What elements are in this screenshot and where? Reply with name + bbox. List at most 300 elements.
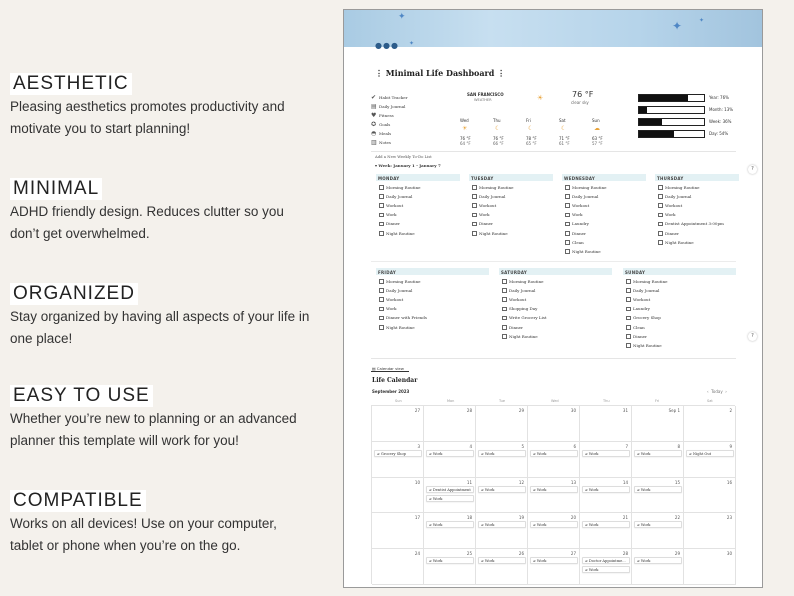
event-label: Work xyxy=(640,523,651,528)
calendar-event[interactable] xyxy=(582,557,630,564)
task-label: Daily Journal xyxy=(509,287,536,293)
feature-text: Pleasing aesthetics promotes productivity and motivate you to start planning! xyxy=(10,99,285,136)
calendar-day[interactable] xyxy=(372,406,424,442)
nav-item[interactable]: Daily Journal xyxy=(379,104,406,109)
progress-fill xyxy=(639,119,662,125)
task-label: Dinner xyxy=(665,230,679,236)
day-header: MONDAY xyxy=(376,174,460,181)
weather-icon: ☁ xyxy=(594,125,600,132)
task-label: Grocery Shop xyxy=(633,315,661,321)
event-icon: ▰ xyxy=(689,451,693,456)
task-label: Clean xyxy=(633,324,645,330)
calendar-month: September 2023 xyxy=(372,389,410,394)
calendar-day[interactable] xyxy=(476,513,528,549)
nav-item[interactable]: Habit Tracker xyxy=(379,95,408,100)
task-checkbox[interactable] xyxy=(502,316,507,321)
calendar-day[interactable] xyxy=(424,406,476,442)
event-label: Work xyxy=(536,451,547,456)
task-checkbox[interactable] xyxy=(658,194,663,199)
day-number: 10 xyxy=(414,479,420,485)
task-label: Workout xyxy=(479,202,497,208)
task-checkbox[interactable] xyxy=(658,240,663,245)
weekday-label: Mon xyxy=(447,399,455,403)
feature-block xyxy=(10,385,310,452)
day-number: 16 xyxy=(726,479,732,485)
feature-block xyxy=(10,283,310,350)
forecast-day: Thu xyxy=(493,118,501,123)
weather-icon: ☾ xyxy=(495,125,501,132)
calendar-event[interactable] xyxy=(582,450,630,457)
day-number: 9 xyxy=(729,443,732,449)
weekday-label: Thu xyxy=(603,399,610,403)
calendar-event[interactable] xyxy=(530,450,578,457)
calendar-day[interactable] xyxy=(424,549,476,585)
task-label: Morning Routine xyxy=(509,278,544,284)
task-checkbox[interactable] xyxy=(565,185,570,190)
current-condition: clear sky xyxy=(571,100,589,105)
task-checkbox[interactable] xyxy=(472,213,477,218)
forecast-high: 71 °F xyxy=(559,136,570,141)
task-label: Dinner xyxy=(633,333,647,339)
task-checkbox[interactable] xyxy=(565,240,570,245)
event-icon: ▰ xyxy=(533,487,537,492)
day-header: WEDNESDAY xyxy=(562,174,646,181)
task-label: Morning Routine xyxy=(386,278,421,284)
task-label: Workout xyxy=(509,296,527,302)
task-label: Dentist Appointment 3:00pm xyxy=(665,221,724,227)
calendar-day[interactable] xyxy=(632,442,684,478)
task-checkbox[interactable] xyxy=(379,307,384,312)
calendar-day[interactable] xyxy=(528,478,580,514)
day-number: 6 xyxy=(573,443,576,449)
day-number: 7 xyxy=(625,443,628,449)
sparkle-icon: ✦ xyxy=(409,40,415,47)
divider xyxy=(371,261,736,262)
calendar-event[interactable] xyxy=(478,557,526,564)
day-number: 27 xyxy=(414,408,420,413)
calendar-day[interactable] xyxy=(580,549,632,585)
task-checkbox[interactable] xyxy=(658,222,663,227)
event-label: Work xyxy=(432,496,443,501)
task-checkbox[interactable] xyxy=(472,222,477,227)
calendar-event[interactable] xyxy=(478,486,526,493)
task-checkbox[interactable] xyxy=(502,288,507,293)
calendar-day[interactable] xyxy=(632,478,684,514)
calendar-event[interactable] xyxy=(426,495,474,502)
forecast-day: Wed xyxy=(460,118,469,123)
feature-block xyxy=(10,73,310,140)
feature-block xyxy=(10,490,310,557)
task-label: Laundry xyxy=(633,306,650,312)
task-checkbox[interactable] xyxy=(379,203,384,208)
task-checkbox[interactable] xyxy=(379,213,384,218)
task-label: Work xyxy=(665,212,676,218)
forecast-day: Fri xyxy=(526,118,531,123)
task-checkbox[interactable] xyxy=(658,231,663,236)
task-label: Workout xyxy=(386,296,404,302)
day-header: THURSDAY xyxy=(655,174,739,181)
task-checkbox[interactable] xyxy=(472,194,477,199)
event-label: Work xyxy=(640,451,651,456)
calendar-title: Life Calendar xyxy=(372,377,418,384)
day-number: 19 xyxy=(518,515,524,521)
task-label: Night Routine xyxy=(665,239,694,245)
day-number: 23 xyxy=(726,515,732,521)
sparkle-icon: ✦ xyxy=(699,17,705,24)
day-number: 15 xyxy=(674,479,680,485)
day-number: 22 xyxy=(674,515,680,521)
calendar-event[interactable] xyxy=(374,450,422,457)
calendar-day[interactable] xyxy=(684,478,736,514)
fitness-icon: ♥ xyxy=(371,112,377,119)
event-label: Work xyxy=(640,559,651,564)
calendar-day[interactable] xyxy=(632,513,684,549)
task-checkbox[interactable] xyxy=(379,297,384,302)
calendar-event[interactable] xyxy=(634,521,682,528)
feature-text: Whether you’re new to planning or an advanced planner this template will work for you! xyxy=(10,411,297,448)
event-icon: ▰ xyxy=(429,523,433,528)
nav-item[interactable]: Fitness xyxy=(379,113,394,118)
task-checkbox[interactable] xyxy=(472,185,477,190)
task-checkbox[interactable] xyxy=(565,249,570,254)
next-icon[interactable]: › xyxy=(725,389,727,394)
task-checkbox[interactable] xyxy=(379,279,384,284)
task-checkbox[interactable] xyxy=(626,325,631,330)
event-icon: ▰ xyxy=(585,559,589,564)
calendar-event[interactable] xyxy=(530,521,578,528)
task-label: Night Routine xyxy=(386,324,415,330)
task-checkbox[interactable] xyxy=(565,194,570,199)
feature-title: EASY TO USE xyxy=(10,385,153,407)
page-title: ⋮ Minimal Life Dashboard ⋮ xyxy=(375,68,506,78)
forecast-low: 65 °F xyxy=(526,141,537,146)
calendar-event[interactable] xyxy=(634,486,682,493)
task-label: Morning Routine xyxy=(665,184,700,190)
task-checkbox[interactable] xyxy=(565,231,570,236)
tab-underline xyxy=(371,371,409,372)
day-number: 2 xyxy=(729,408,732,413)
calendar-event[interactable] xyxy=(634,557,682,564)
calendar-day[interactable] xyxy=(528,442,580,478)
calendar-day[interactable] xyxy=(580,442,632,478)
task-checkbox[interactable] xyxy=(502,297,507,302)
journal-icon: ▤ xyxy=(371,103,377,110)
progress-bar xyxy=(638,106,705,114)
task-label: Night Routine xyxy=(509,333,538,339)
task-checkbox[interactable] xyxy=(379,185,384,190)
event-icon: ▰ xyxy=(481,523,485,528)
calendar-event[interactable] xyxy=(634,450,682,457)
weather-icon: ☀ xyxy=(462,125,468,132)
task-label: Write Grocery List xyxy=(509,315,547,321)
feature-title: AESTHETIC xyxy=(10,73,132,95)
forecast-high: 76 °F xyxy=(493,136,504,141)
calendar-event[interactable] xyxy=(426,557,474,564)
task-label: Dinner xyxy=(572,230,586,236)
task-checkbox[interactable] xyxy=(379,222,384,227)
event-label: Work xyxy=(432,559,443,564)
calendar-day[interactable] xyxy=(424,478,476,514)
task-label: Morning Routine xyxy=(479,184,514,190)
sparkle-icon: ✦ xyxy=(398,12,406,22)
calendar-event[interactable] xyxy=(426,450,474,457)
meals-icon: ◓ xyxy=(371,130,377,137)
event-icon: ▰ xyxy=(377,451,381,456)
task-label: Night Routine xyxy=(633,342,662,348)
week-toggle[interactable]: ▾ Week: January 1 - January 7 xyxy=(375,163,441,168)
forecast-high: 63 °F xyxy=(592,136,603,141)
task-label: Laundry xyxy=(572,221,589,227)
calendar-day[interactable] xyxy=(372,442,424,478)
event-icon: ▰ xyxy=(429,451,433,456)
task-checkbox[interactable] xyxy=(379,288,384,293)
day-number: 12 xyxy=(518,479,524,485)
task-label: Daily Journal xyxy=(665,193,692,199)
weather-label: WEATHER xyxy=(474,98,492,102)
forecast-high: 76 °F xyxy=(460,136,471,141)
weekday-label: Sat xyxy=(707,399,713,403)
task-label: Workout xyxy=(633,296,651,302)
day-number: 29 xyxy=(674,551,680,557)
task-label: Shopping Day xyxy=(509,306,538,312)
event-label: Work xyxy=(484,487,495,492)
task-checkbox[interactable] xyxy=(502,279,507,284)
task-checkbox[interactable] xyxy=(658,185,663,190)
day-number: 28 xyxy=(622,551,628,557)
progress-bar xyxy=(638,118,705,126)
nav-item[interactable]: Meals xyxy=(379,131,392,136)
nav-item[interactable]: Goals xyxy=(379,122,391,127)
weekday-label: Sun xyxy=(395,399,402,403)
task-checkbox[interactable] xyxy=(502,334,507,339)
task-checkbox[interactable] xyxy=(472,203,477,208)
day-number: 18 xyxy=(466,515,472,521)
weather-icon: ☾ xyxy=(561,125,567,132)
task-checkbox[interactable] xyxy=(626,316,631,321)
day-number: 30 xyxy=(726,551,732,557)
progress-label: Year: 76% xyxy=(709,95,729,100)
calendar-day[interactable] xyxy=(684,513,736,549)
task-checkbox[interactable] xyxy=(626,343,631,348)
day-number: 26 xyxy=(518,551,524,557)
calendar-day[interactable] xyxy=(476,478,528,514)
event-icon: ▰ xyxy=(533,451,537,456)
event-label: Work xyxy=(536,487,547,492)
task-checkbox[interactable] xyxy=(626,297,631,302)
forecast-day: Sat xyxy=(559,118,566,123)
event-label: Grocery Shop xyxy=(380,451,406,456)
calendar-day[interactable] xyxy=(528,549,580,585)
calendar-day[interactable] xyxy=(580,513,632,549)
task-label: Daily Journal xyxy=(479,193,506,199)
event-icon: ▰ xyxy=(585,568,589,573)
event-label: Work xyxy=(484,451,495,456)
calendar-event[interactable] xyxy=(426,521,474,528)
feature-text: Works on all devices! Use on your computer, tablet or phone when you’re on the go. xyxy=(10,516,277,553)
progress-label: Day: 54% xyxy=(709,131,729,136)
calendar-day[interactable] xyxy=(528,513,580,549)
calendar-day[interactable] xyxy=(632,549,684,585)
progress-bar xyxy=(638,130,705,138)
event-icon: ▰ xyxy=(585,487,589,492)
event-icon: ▰ xyxy=(481,451,485,456)
task-checkbox[interactable] xyxy=(658,213,663,218)
task-checkbox[interactable] xyxy=(379,194,384,199)
feature-text: Stay organized by having all aspects of your life in one place! xyxy=(10,309,310,346)
calendar-day[interactable] xyxy=(424,442,476,478)
task-checkbox[interactable] xyxy=(658,203,663,208)
task-checkbox[interactable] xyxy=(626,279,631,284)
calendar-day[interactable] xyxy=(580,406,632,442)
day-number: 20 xyxy=(570,515,576,521)
prev-icon[interactable]: ‹ xyxy=(707,389,709,394)
task-checkbox[interactable] xyxy=(379,325,384,330)
calendar-day[interactable] xyxy=(632,406,684,442)
event-icon: ▰ xyxy=(481,559,485,564)
task-label: Daily Journal xyxy=(633,287,660,293)
task-checkbox[interactable] xyxy=(565,213,570,218)
calendar-event[interactable] xyxy=(582,486,630,493)
day-number: 31 xyxy=(622,408,628,413)
weather-city: SAN FRANCISCO xyxy=(467,92,504,97)
day-number: 8 xyxy=(677,443,680,449)
day-number: 29 xyxy=(518,408,524,413)
event-label: Work xyxy=(432,451,443,456)
calendar-event[interactable] xyxy=(426,486,474,493)
calendar-view-tab[interactable]: ▤ Calendar view xyxy=(372,366,404,371)
task-checkbox[interactable] xyxy=(565,222,570,227)
event-icon: ▰ xyxy=(585,451,589,456)
forecast-low: 61 °F xyxy=(559,141,570,146)
sun-icon: ☀ xyxy=(537,94,544,102)
calendar-day[interactable] xyxy=(684,549,736,585)
event-label: Work xyxy=(484,559,495,564)
add-todo-link[interactable]: Add a New Weekly To-Do List xyxy=(375,154,432,159)
task-checkbox[interactable] xyxy=(502,307,507,312)
task-checkbox[interactable] xyxy=(626,288,631,293)
event-label: Doctor Appointme... xyxy=(588,559,626,564)
today-button[interactable]: Today xyxy=(711,389,723,394)
calendar-day[interactable] xyxy=(424,513,476,549)
day-number: Sep 1 xyxy=(668,408,680,413)
task-checkbox[interactable] xyxy=(472,231,477,236)
event-icon: ▰ xyxy=(429,496,433,501)
calendar-event[interactable] xyxy=(582,521,630,528)
feature-block xyxy=(10,178,310,245)
event-label: Dentist Appointment xyxy=(432,487,471,492)
task-checkbox[interactable] xyxy=(626,307,631,312)
goals-icon: ✪ xyxy=(371,121,377,128)
calendar-day[interactable] xyxy=(372,549,424,585)
calendar-event[interactable] xyxy=(478,450,526,457)
calendar-day[interactable] xyxy=(372,513,424,549)
feature-title: MINIMAL xyxy=(10,178,102,200)
day-header: SUNDAY xyxy=(623,268,736,275)
notion-dashboard-window xyxy=(343,9,763,588)
calendar-event[interactable] xyxy=(582,566,630,573)
calendar-day[interactable] xyxy=(684,406,736,442)
task-label: Daily Journal xyxy=(386,287,413,293)
task-label: Work xyxy=(386,306,397,312)
task-checkbox[interactable] xyxy=(502,325,507,330)
current-temp: 76 °F xyxy=(572,90,594,99)
event-label: Work xyxy=(536,523,547,528)
task-label: Morning Routine xyxy=(386,184,421,190)
day-header: FRIDAY xyxy=(376,268,489,275)
progress-fill xyxy=(639,95,688,101)
help-icon[interactable]: ? xyxy=(748,165,757,174)
calendar-day[interactable] xyxy=(476,549,528,585)
task-label: Dinner xyxy=(386,221,400,227)
forecast-low: 64 °F xyxy=(460,141,471,146)
day-number: 30 xyxy=(570,408,576,413)
calendar-day[interactable] xyxy=(684,442,736,478)
calendar-day[interactable] xyxy=(476,442,528,478)
day-number: 4 xyxy=(469,443,472,449)
progress-fill xyxy=(639,107,647,113)
progress-bar xyxy=(638,94,705,102)
event-icon: ▰ xyxy=(429,559,433,564)
calendar-event[interactable] xyxy=(530,486,578,493)
calendar-event[interactable] xyxy=(530,557,578,564)
progress-label: Month: 13% xyxy=(709,107,734,112)
task-checkbox[interactable] xyxy=(626,334,631,339)
forecast-low: 66 °F xyxy=(493,141,504,146)
calendar-day[interactable] xyxy=(580,478,632,514)
task-checkbox[interactable] xyxy=(379,231,384,236)
event-label: Work xyxy=(588,523,599,528)
day-number: 5 xyxy=(521,443,524,449)
weekday-label: Fri xyxy=(655,399,660,403)
calendar-day[interactable] xyxy=(476,406,528,442)
calendar-nav[interactable] xyxy=(707,389,727,394)
task-label: Night Routine xyxy=(572,248,601,254)
event-icon: ▰ xyxy=(637,451,641,456)
event-label: Night Out xyxy=(692,451,712,456)
task-label: Dinner xyxy=(509,324,523,330)
event-label: Work xyxy=(432,523,443,528)
day-number: 13 xyxy=(570,479,576,485)
event-icon: ▰ xyxy=(533,523,537,528)
task-label: Dinner xyxy=(479,221,493,227)
divider xyxy=(371,151,736,152)
task-label: Dinner with Friends xyxy=(386,315,427,321)
weekday-label: Tue xyxy=(499,399,505,403)
task-checkbox[interactable] xyxy=(565,203,570,208)
calendar-event[interactable] xyxy=(478,521,526,528)
progress-fill xyxy=(639,131,674,137)
task-label: Work xyxy=(386,212,397,218)
calendar-day[interactable] xyxy=(528,406,580,442)
day-number: 25 xyxy=(466,551,472,557)
event-label: Work xyxy=(536,559,547,564)
event-icon: ▰ xyxy=(637,487,641,492)
task-checkbox[interactable] xyxy=(379,316,384,321)
nav-item[interactable]: Notes xyxy=(379,140,391,145)
day-number: 11 xyxy=(466,479,472,485)
day-number: 21 xyxy=(622,515,628,521)
day-number: 28 xyxy=(466,408,472,413)
page-icon-dots[interactable]: ●●● xyxy=(375,41,399,50)
sparkle-icon: ✦ xyxy=(672,19,683,33)
weekday-label: Wed xyxy=(551,399,559,403)
calendar-event[interactable] xyxy=(686,450,734,457)
event-icon: ▰ xyxy=(481,487,485,492)
banner-image xyxy=(344,10,762,50)
task-label: Morning Routine xyxy=(572,184,607,190)
calendar-day[interactable] xyxy=(372,478,424,514)
help-icon[interactable]: ? xyxy=(748,332,757,341)
